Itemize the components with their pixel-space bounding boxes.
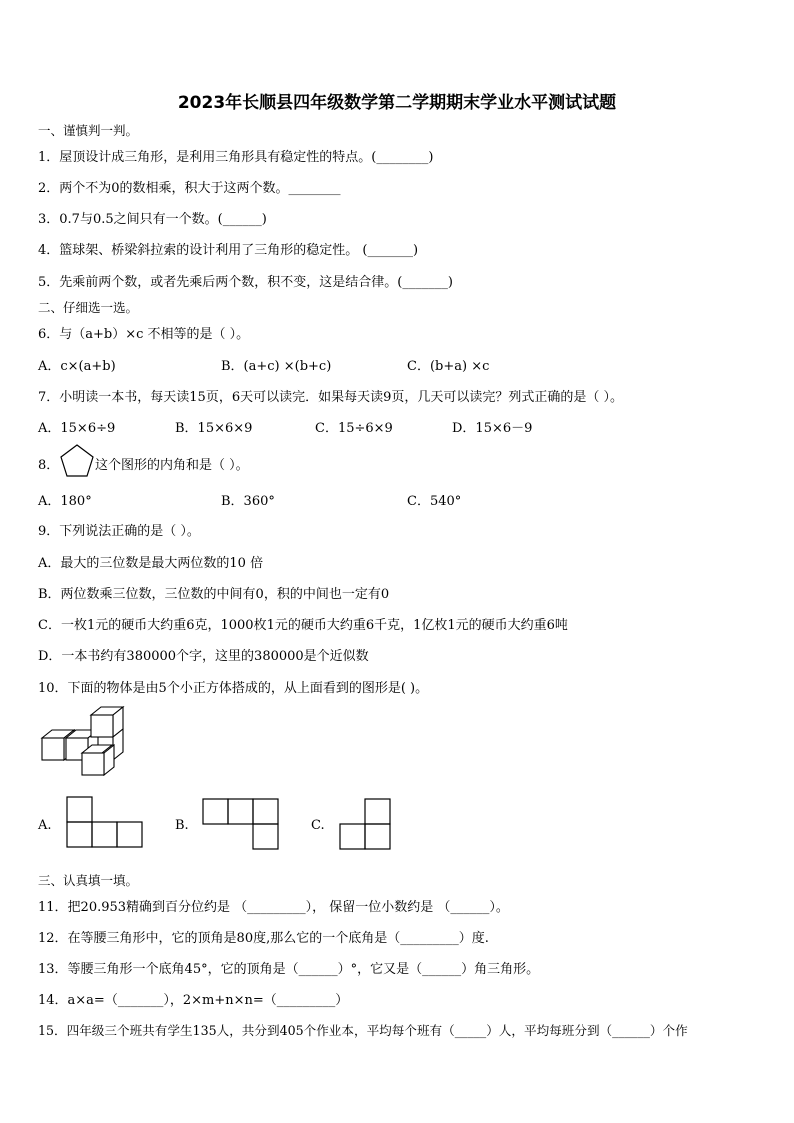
option-a-figure — [66, 796, 144, 848]
section-heading-choose: 二、仔细选一选。 — [38, 300, 139, 315]
option-a: A．c×(a+b) — [38, 359, 116, 374]
option-c: C．15÷6×9 — [315, 421, 393, 436]
question-9-option-d: D．一本书约有380000个字，这里的380000是个近似数 — [38, 649, 369, 664]
question-8-stem: 这个图形的内角和是（ ）。 — [95, 458, 249, 473]
option-b: B．360° — [221, 494, 275, 509]
question-3: 3．0.7与0.5之间只有一个数。(______) — [38, 212, 267, 227]
question-10: 10．下面的物体是由5个小正方体搭成的，从上面看到的图形是( )。 — [38, 681, 429, 696]
question-5: 5．先乘前两个数，或者先乘后两个数，积不变，这是结合律。(_______) — [38, 275, 453, 290]
question-15: 15．四年级三个班共有学生135人，共分到405个作业本，平均每个班有（_____）人，平均每班分到（______）个作 — [38, 1023, 688, 1038]
option-c: C．(b+a) ×c — [407, 359, 490, 374]
question-8-number: 8． — [38, 458, 60, 473]
option-a: A．180° — [38, 494, 92, 509]
option-d: D．15×6－9 — [452, 421, 533, 436]
option-a-label: A. — [38, 818, 52, 833]
section-heading-judge: 一、谨慎判一判。 — [38, 123, 139, 138]
section-heading-fill: 三、认真填一填。 — [38, 873, 139, 888]
question-11: 11．把20.953精确到百分位约是 （_________）， 保留一位小数约是 （______）。 — [38, 900, 509, 915]
page-title: 2023年长顺县四年级数学第二学期期末学业水平测试试题 — [177, 93, 617, 113]
question-13: 13．等腰三角形一个底角45°，它的顶角是（______）°，它又是（______）角三角形。 — [38, 962, 540, 977]
question-7: 7．小明读一本书，每天读15页，6天可以读完．如果每天读9页，几天可以读完？列式正确的是（ ）。 — [38, 390, 623, 405]
option-c: C．540° — [407, 494, 462, 509]
question-12: 12．在等腰三角形中，它的顶角是80度,那么它的一个底角是（_________）度. — [38, 931, 489, 946]
question-2: 2．两个不为0的数相乘，积大于这两个数。________ — [38, 181, 341, 196]
option-b-label: B. — [175, 818, 189, 833]
option-b: B．(a+c) ×(b+c) — [221, 359, 332, 374]
question-4: 4．篮球架、桥梁斜拉索的设计利用了三角形的稳定性。 (_______) — [38, 243, 419, 258]
question-14: 14．a×a=（_______），2×m+n×n=（_________） — [38, 993, 349, 1008]
option-a: A．15×6÷9 — [38, 421, 116, 436]
question-9-option-b: B．两位数乘三位数，三位数的中间有0，积的中间也一定有0 — [38, 587, 390, 602]
option-b: B．15×6×9 — [175, 421, 253, 436]
option-c-figure — [339, 798, 393, 850]
question-9-option-a: A．最大的三位数是最大两位数的10 倍 — [38, 556, 264, 571]
question-9-option-c: C．一枚1元的硬币大约重6克，1000枚1元的硬币大约重6千克，1亿枚1元的硬币大约重6吨 — [38, 618, 568, 633]
option-c-label: C. — [311, 818, 325, 833]
cube-stack-figure — [38, 704, 134, 778]
question-9: 9．下列说法正确的是（ ）。 — [38, 524, 200, 539]
option-b-figure — [202, 798, 280, 850]
question-1: 1．屋顶设计成三角形，是利用三角形具有稳定性的特点。(________) — [38, 150, 434, 165]
question-6: 6．与（a+b）×c 不相等的是（ ）。 — [38, 327, 250, 342]
pentagon-figure — [59, 443, 95, 479]
